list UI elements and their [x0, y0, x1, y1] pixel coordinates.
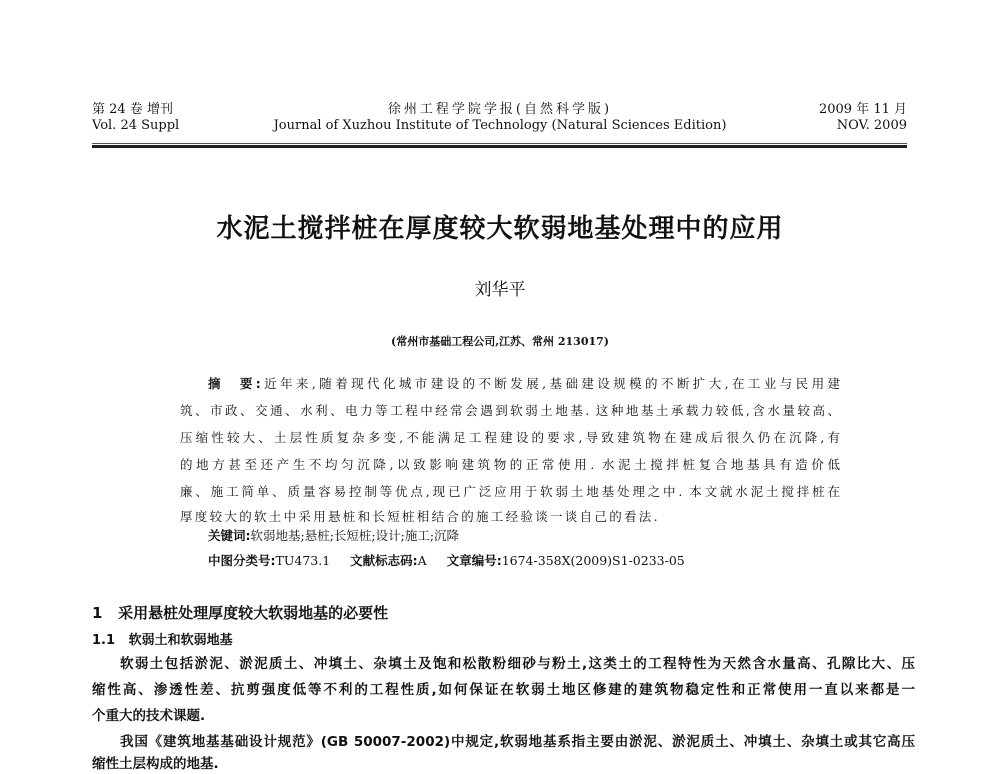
author: 刘华平 — [474, 280, 526, 300]
header-rule — [92, 145, 907, 148]
affiliation: (常州市基础工程公司,江苏、常州 213017) — [391, 335, 609, 348]
keywords: 关键词:软弱地基;悬桩;长短桩;设计;施工;沉降 — [208, 528, 460, 543]
abstract-line: 压缩性较大、土层性质复杂多变,不能满足工程建设的要求,导致建筑物在建成后很久仍在沉降,有 — [180, 430, 840, 445]
abstract-line: 摘 要:近年来,随着现代化城市建设的不断发展,基础建设规模的不断扩大,在工业与民用建 — [208, 376, 840, 391]
header-rule-thin — [92, 143, 907, 144]
classification: 中图分类号:TU473.1 文献标志码:A 文章编号:1674-358X(2009)S1-0233-05 — [208, 553, 685, 568]
abstract-line: 廉、施工简单、质量容易控制等优点,现已广泛应用于软弱土地基处理之中. 本文就水泥土搅拌桩在 — [180, 484, 840, 499]
abstract-line: 的地方甚至还产生不均匀沉降,以致影响建筑物的正常使用. 水泥土搅拌桩复合地基具有造价低 — [180, 457, 840, 472]
body-line: 缩性高、渗透性差、抗剪强度低等不利的工程性质,如何保证在软弱土地区修建的建筑物稳定性和正常使用一直以来都是一 — [92, 682, 915, 698]
subsection-heading: 1.1 软弱土和软弱地基 — [92, 633, 233, 648]
abstract-label: 摘 要: — [208, 376, 261, 391]
paper-title: 水泥土搅拌桩在厚度较大软弱地基处理中的应用 — [216, 214, 784, 244]
body-line: 缩性土层构成的地基. — [92, 756, 219, 772]
body-line: 软弱土包括淤泥、淤泥质土、冲填土、杂填土及饱和松散粉细砂与粉土,这类土的工程特性为天然含水量高、孔隙比大、压 — [120, 656, 915, 672]
abstract-line: 筑、市政、交通、水利、电力等工程中经常会遇到软弱土地基. 这种地基土承载力较低,含水量较高、 — [180, 403, 840, 418]
date-en: NOV. 2009 — [836, 118, 907, 133]
volume-cn: 第 24 卷 增刊 — [92, 102, 173, 117]
journal-name-cn: 徐州工程学院学报(自然科学版) — [387, 102, 613, 117]
section-heading: 1 采用悬桩处理厚度较大软弱地基的必要性 — [92, 604, 389, 622]
journal-name-en: Journal of Xuzhou Institute of Technology (Natural Sciences Edition) — [273, 118, 727, 133]
body-line: 个重大的技术课题. — [92, 708, 206, 724]
date-cn: 2009 年 11 月 — [818, 102, 907, 117]
body-line: 我国《建筑地基基础设计规范》(GB 50007-2002)中规定,软弱地基系指主要由淤泥、淤泥质土、冲填土、杂填土或其它高压 — [120, 734, 915, 750]
volume-en: Vol. 24 Suppl — [92, 118, 180, 133]
abstract-line: 厚度较大的软土中采用悬桩和长短桩相结合的施工经验谈一谈自己的看法. — [180, 509, 660, 524]
